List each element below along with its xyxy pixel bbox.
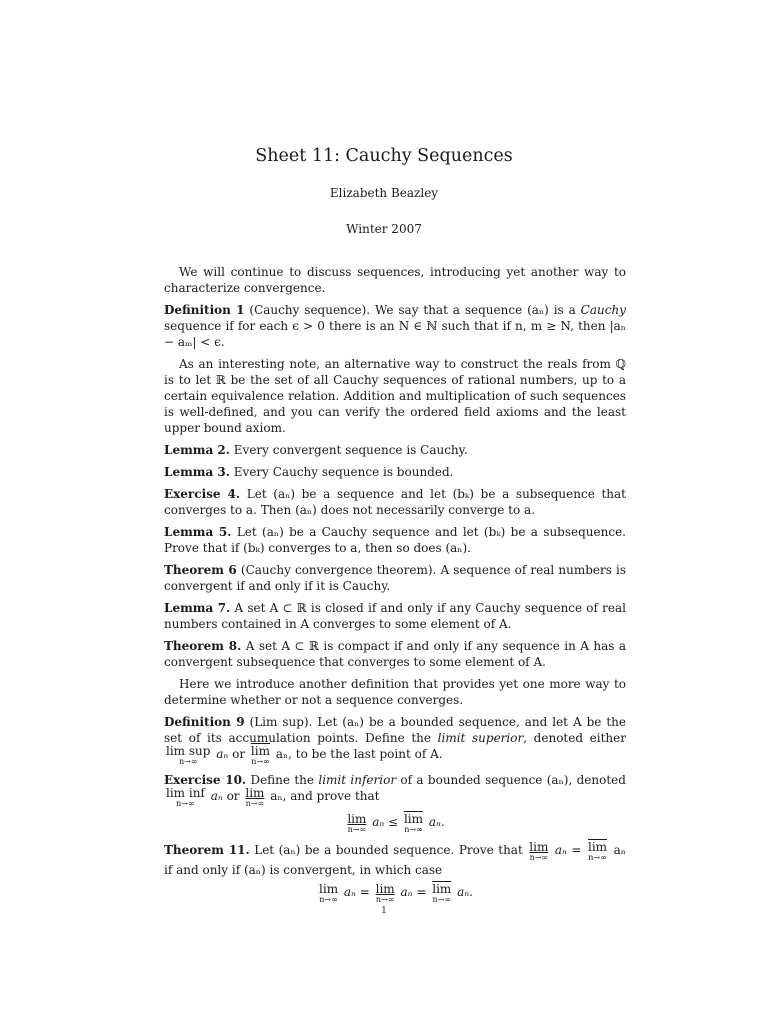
definition-1-term: Cauchy bbox=[580, 303, 626, 317]
disp-overline-lim bbox=[404, 814, 423, 834]
lemma-3-label: Lemma 3. bbox=[164, 465, 230, 479]
limsup-subscript: n→∞ bbox=[178, 757, 198, 766]
lemma-5 bbox=[164, 524, 626, 556]
page-title: Sheet 11: Cauchy Sequences bbox=[255, 146, 513, 166]
author-name: Elizabeth Beazley bbox=[329, 186, 439, 200]
disp-end: aₙ. bbox=[428, 815, 445, 829]
theorem-6-label: Theorem 6 bbox=[164, 563, 237, 577]
definition-9-text-a: Let (aₙ) be a bounded sequence, and let A be the set of its accumulation points. Define the bbox=[164, 715, 626, 745]
limsup-operator bbox=[166, 746, 210, 766]
lemma-7 bbox=[164, 600, 626, 632]
liminf-op-text: lim inf bbox=[166, 786, 205, 800]
theorem-11-label: Theorem 11. bbox=[164, 843, 250, 857]
disp-overline-lim-sub: n→∞ bbox=[404, 825, 423, 834]
theorem-6-text: A sequence of real numbers is convergent if and only if it is Cauchy. bbox=[164, 563, 626, 593]
underline-lim-operator bbox=[245, 788, 264, 808]
definition-9-or: or bbox=[232, 747, 246, 761]
t11-disp-underline-lim bbox=[376, 884, 395, 904]
exercise-10-label: Exercise 10. bbox=[164, 773, 247, 787]
definition-9-an: aₙ bbox=[216, 747, 229, 761]
lemma-2 bbox=[164, 442, 626, 458]
definition-1-text-b: sequence if for each ϵ > 0 there is an N ∈ ℕ such that if n, m ≥ N, then |aₙ − aₘ| < ϵ. bbox=[164, 319, 626, 349]
thm11-underline-lim bbox=[529, 842, 548, 862]
exercise-10-term: limit inferior bbox=[318, 773, 397, 787]
disp-underline-lim bbox=[347, 814, 366, 834]
disp-mid: aₙ ≤ bbox=[372, 815, 399, 829]
thm11-overline-lim-text: $\overline{lim}$ bbox=[587, 840, 608, 854]
disp-overline-lim-text: $\overline{lim}$ bbox=[403, 812, 423, 826]
definition-9-term: limit superior bbox=[437, 731, 524, 745]
thm11-underline-lim-text: lim bbox=[529, 840, 549, 854]
theorem-8 bbox=[164, 638, 626, 670]
underline-lim-text: lim bbox=[245, 786, 265, 800]
thm11-mid: aₙ = bbox=[554, 843, 582, 857]
lemma-7-text: A set A ⊂ ℝ is closed if and only if any Cauchy sequence of real numbers contained in A converges to some element of A. bbox=[164, 601, 626, 631]
definition-9 bbox=[164, 714, 626, 766]
definition-9-label: Definition 9 bbox=[164, 715, 245, 729]
overline-lim-operator bbox=[251, 746, 270, 766]
liminf-operator bbox=[166, 788, 205, 808]
exercise-10-text-c: aₙ, and prove that bbox=[270, 789, 380, 803]
limsup-op-text: lim sup bbox=[166, 744, 211, 758]
theorem-11 bbox=[164, 842, 626, 878]
definition-9-text-b: , denoted either bbox=[523, 731, 627, 745]
exercise-10-an: aₙ bbox=[210, 789, 223, 803]
theorem-8-label: Theorem 8. bbox=[164, 639, 242, 653]
exercise-10 bbox=[164, 772, 626, 808]
exercise-10-text-b: of a bounded sequence (aₙ), denoted bbox=[400, 773, 626, 787]
exercise-4 bbox=[164, 486, 626, 518]
theorem-11-display-equation bbox=[164, 884, 626, 904]
t11-disp-lim-sub: n→∞ bbox=[319, 895, 338, 904]
theorem-8-text: A set A ⊂ ℝ is compact if and only if any sequence in A has a convergent subsequence that converges to some element of A. bbox=[164, 639, 626, 669]
thm11-underline-lim-sub: n→∞ bbox=[529, 853, 549, 862]
t11-disp-overline-lim-text: $\overline{lim}$ bbox=[432, 882, 452, 896]
intro-paragraph: We will continue to discuss sequences, introducing yet another way to characterize convergence. bbox=[164, 265, 626, 295]
intro-limsup-paragraph: Here we introduce another definition that provides yet one more way to determine whether or not a sequence converges. bbox=[164, 677, 626, 707]
t11-disp-3: aₙ. bbox=[457, 885, 473, 899]
theorem-11-text-b: aₙ if and only if (aₙ) is convergent, in which case bbox=[164, 843, 626, 877]
definition-1 bbox=[164, 302, 626, 350]
theorem-11-text-a: Let (aₙ) be a bounded sequence. Prove that bbox=[254, 843, 523, 857]
disp-underline-lim-sub: n→∞ bbox=[347, 825, 367, 834]
liminf-subscript: n→∞ bbox=[176, 799, 195, 808]
note-paragraph: As an interesting note, an alternative way to construct the reals from ℚ is to let ℝ be the set of all Cauchy sequences of rational numbers, up to a certain equivalence relation. Addition and multiplication of such sequences is well-defined, and you can verify the ordered field axioms and the least upper bound axiom. bbox=[164, 357, 626, 435]
page-number: 1 bbox=[381, 906, 387, 916]
document-date: Winter 2007 bbox=[346, 222, 422, 236]
definition-1-text-a: We say that a sequence (aₙ) is a bbox=[375, 303, 576, 317]
t11-disp-underline-lim-text: lim bbox=[375, 882, 395, 896]
theorem-6-name: (Cauchy convergence theorem). bbox=[240, 563, 437, 577]
thm11-overline-lim bbox=[588, 842, 607, 862]
disp-underline-lim-text: lim bbox=[347, 812, 367, 826]
t11-disp-lim bbox=[319, 884, 338, 904]
t11-disp-lim-text: lim bbox=[319, 882, 339, 896]
exercise-10-text-a: Define the bbox=[250, 773, 315, 787]
lemma-3 bbox=[164, 464, 626, 480]
exercise-4-label: Exercise 4. bbox=[164, 487, 241, 501]
t11-disp-overline-lim-sub: n→∞ bbox=[432, 895, 452, 904]
exercise-4-text: Let (aₙ) be a sequence and let (bₖ) be a subsequence that converges to a. Then (aₙ) does not necessarily converge to a. bbox=[164, 487, 626, 517]
lemma-5-label: Lemma 5. bbox=[164, 525, 232, 539]
exercise-10-or: or bbox=[226, 789, 240, 803]
lemma-7-label: Lemma 7. bbox=[164, 601, 231, 615]
lemma-2-text: Every convergent sequence is Cauchy. bbox=[233, 443, 468, 457]
lemma-5-text: Let (aₙ) be a Cauchy sequence and let (bₖ) be a subsequence. Prove that if (bₖ) converges to a, then so does (aₙ). bbox=[164, 525, 626, 555]
t11-disp-underline-lim-sub: n→∞ bbox=[375, 895, 395, 904]
t11-disp-2: aₙ = bbox=[400, 885, 427, 899]
document-body bbox=[164, 264, 626, 912]
overline-lim-subscript: n→∞ bbox=[251, 757, 270, 766]
t11-disp-overline-lim bbox=[432, 884, 451, 904]
definition-1-name: (Cauchy sequence). bbox=[249, 303, 371, 317]
exercise-10-display-equation bbox=[164, 814, 626, 834]
lemma-2-label: Lemma 2. bbox=[164, 443, 230, 457]
t11-disp-1: aₙ = bbox=[343, 885, 370, 899]
theorem-6 bbox=[164, 562, 626, 594]
definition-9-text-c: aₙ, to be the last point of A. bbox=[275, 747, 443, 761]
underline-lim-subscript: n→∞ bbox=[245, 799, 265, 808]
definition-1-label: Definition 1 bbox=[164, 303, 245, 317]
overline-lim-text: $\overline{lim}$ bbox=[250, 744, 270, 758]
lemma-3-text: Every Cauchy sequence is bounded. bbox=[233, 465, 454, 479]
definition-9-name: (Lim sup). bbox=[249, 715, 313, 729]
thm11-overline-lim-sub: n→∞ bbox=[588, 853, 607, 862]
